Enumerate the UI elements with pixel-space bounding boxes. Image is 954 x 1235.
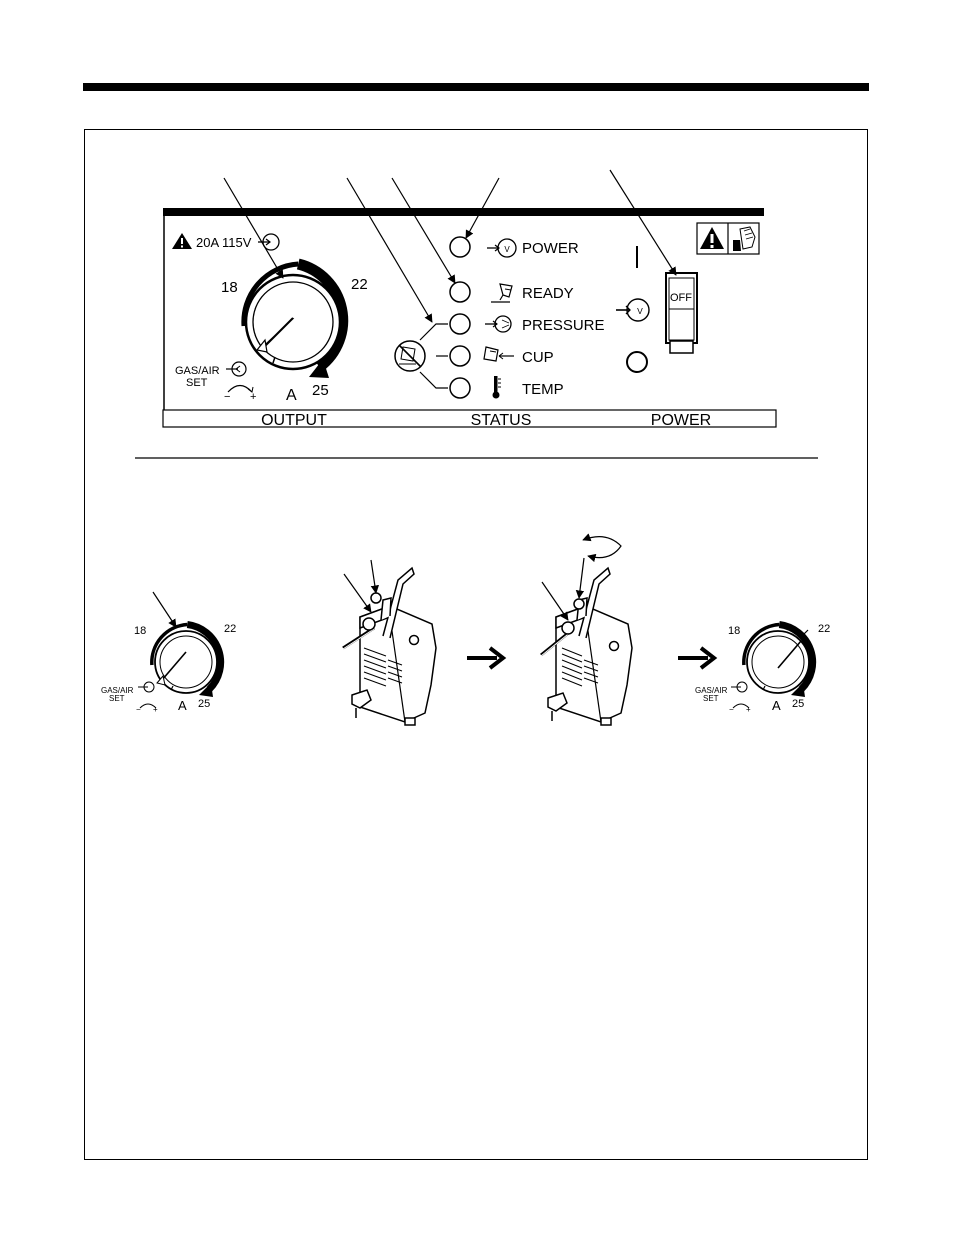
dial-after [695,623,830,714]
dial-mark-22: 22 [351,276,368,293]
mark-18-after: 18 [728,625,741,637]
indicator-label-power: POWER [522,240,579,257]
power-section [616,223,759,372]
callout-before [153,592,176,627]
output-section-label: OUTPUT [261,412,327,429]
plus-after: + [746,705,751,714]
mark-22-before: 22 [224,623,237,635]
rotate-plus: + [250,391,257,403]
panel-top-bar [163,208,764,216]
mark-25-before: 25 [198,698,211,710]
thermometer-icon [493,376,502,399]
indicator-pressure [450,314,605,334]
output-knob[interactable] [246,275,340,369]
switch-off-text: OFF [670,292,692,304]
unit-after: A [772,698,781,713]
cup-icon [484,347,514,361]
indicator-power [450,237,579,257]
indicator-cup [450,346,554,366]
gas-air-set-label: SET [186,377,208,389]
rotate-knob-arrow-icon [583,537,621,558]
plus-before: + [153,705,158,714]
output-dial[interactable] [175,264,368,404]
gas-flow-icon [485,316,511,332]
svg-text:V: V [504,245,510,254]
rating-text: 20A 115V [196,235,252,250]
status-section-label: STATUS [470,412,532,429]
indicator-label-temp: TEMP [522,381,564,398]
knob-after [747,631,809,693]
minus-after: − [729,705,734,714]
power-switch[interactable] [666,273,697,353]
safety-icons [697,223,759,254]
dial-mark-25: 25 [312,382,329,399]
svg-text:V: V [637,306,643,316]
unit-illustration-2 [541,537,632,725]
indicator-temp [450,376,564,399]
indicator-label-cup: CUP [522,349,554,366]
temp-light [450,378,470,398]
mark-25-after: 25 [792,698,805,710]
rotate-minus: − [224,391,231,403]
cup-light [450,346,470,366]
voltage-input-icon [487,239,516,257]
status-indicators [395,237,605,399]
dial-mark-18: 18 [221,279,238,296]
dial-before [101,592,236,714]
mark-18-before: 18 [134,625,147,637]
gas-air-after: GAS/AIR [695,686,728,695]
torch-icon [491,284,512,302]
dial-unit: A [286,387,297,404]
mark-22-after: 22 [818,623,831,635]
pressure-light [450,314,470,334]
gas-air-set-before: SET [109,694,125,703]
minus-before: − [136,705,141,714]
gas-air-before: GAS/AIR [101,686,134,695]
gas-air-set-after: SET [703,694,719,703]
power-light [450,237,470,257]
unit-before: A [178,698,187,713]
adjustment-sequence [101,537,830,725]
indicator-label-ready: READY [522,285,574,302]
control-panel [163,170,776,429]
switch-off-mark [627,352,647,372]
indicator-label-pressure: PRESSURE [522,317,605,334]
gas-flow-small-icon [226,362,246,376]
no-torch-fault-icon [395,341,425,371]
warning-rating [172,233,279,250]
unit-illustration-1 [343,560,436,725]
power-section-label: POWER [650,412,712,429]
ready-light [450,282,470,302]
indicator-ready [450,282,574,302]
power-input-icon [616,299,649,321]
gas-air-label: GAS/AIR [175,365,220,377]
